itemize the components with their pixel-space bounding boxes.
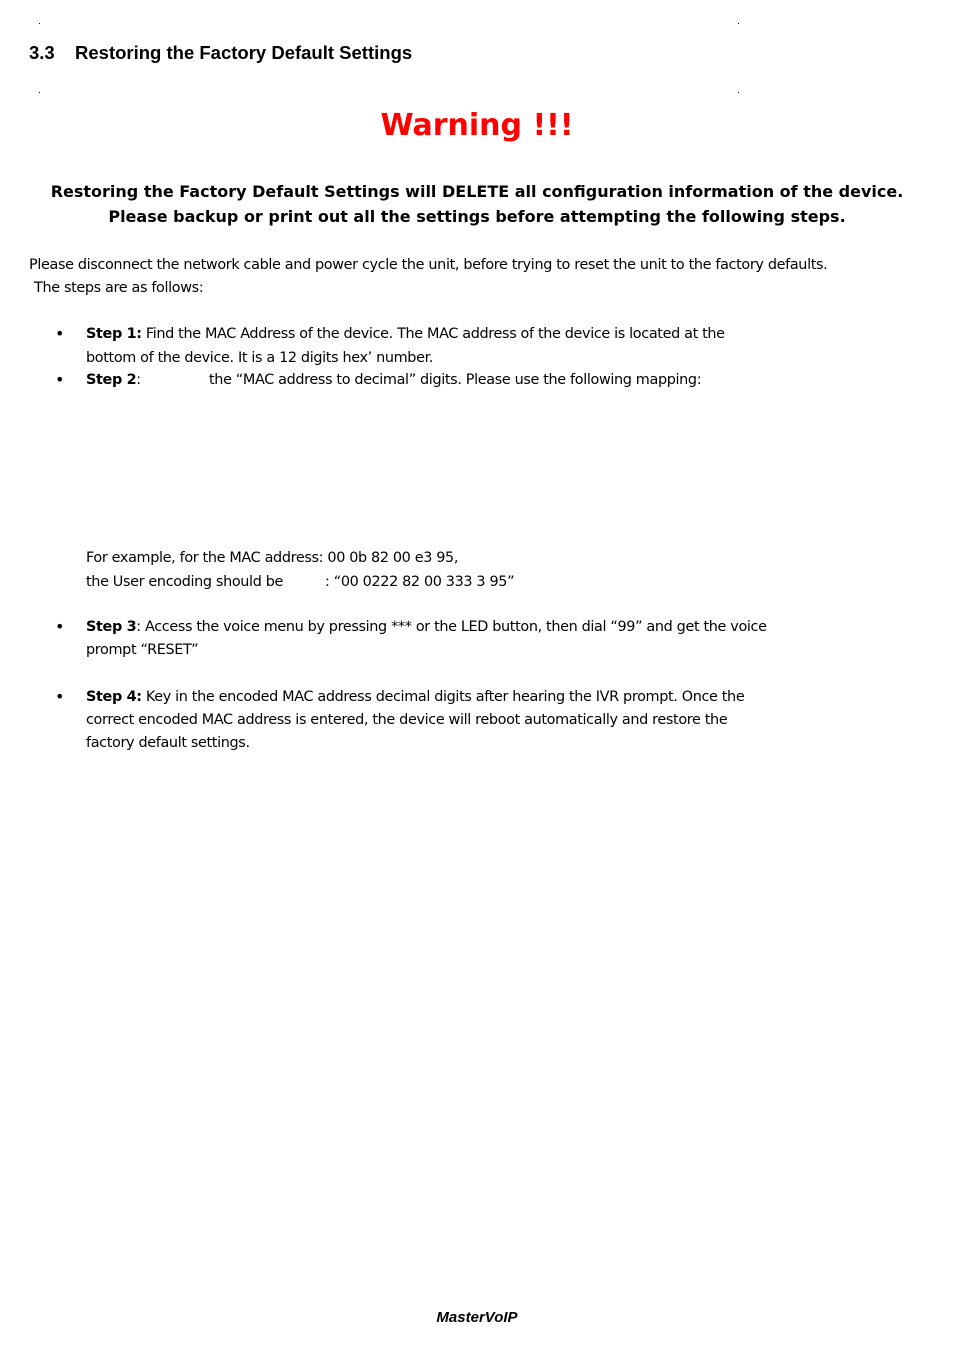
example-line-1: For example, for the MAC address: 00 0b 82 00 e3 95,: [86, 550, 459, 566]
bullet-icon: •: [55, 324, 65, 343]
step-4-line-1: [86, 689, 744, 705]
step-3-line-2: prompt “RESET”: [86, 642, 199, 658]
intro-line-2: The steps are as follows:: [34, 280, 204, 296]
bullet-icon: •: [55, 370, 65, 389]
bullet-icon: •: [55, 617, 65, 636]
bullet-icon: •: [55, 687, 65, 706]
step-2-colon: :: [136, 372, 141, 388]
step-2-line-1: [86, 372, 141, 388]
corner-mark-mid-right: [738, 92, 739, 93]
intro-line-1: Please disconnect the network cable and power cycle the unit, before trying to reset the unit to the factory defaults.: [29, 257, 828, 273]
step-1-text: Find the MAC Address of the device. The MAC address of the device is located at the: [141, 326, 725, 342]
step-3-text: : Access the voice menu by pressing *** or the LED button, then dial “99” and get the voice: [136, 619, 767, 635]
example-line-2-label: the User encoding should be: [86, 574, 284, 590]
step-1-line-1: [86, 326, 725, 342]
notice-line-1: Restoring the Factory Default Settings will DELETE all configuration information of the device.: [50, 182, 904, 201]
step-4-line-3: factory default settings.: [86, 735, 250, 751]
example-line-2-value: : “00 0222 82 00 333 3 95”: [325, 574, 515, 590]
step-4-text: Key in the encoded MAC address decimal digits after hearing the IVR prompt. Once the: [141, 689, 745, 705]
step-4-line-2: correct encoded MAC address is entered, the device will reboot automatically and restore the: [86, 712, 728, 728]
corner-mark-top-left: [39, 23, 40, 24]
corner-mark-top-right: [738, 23, 739, 24]
notice-line-2: Please backup or print out all the settings before attempting the following steps.: [108, 207, 846, 226]
warning-title: Warning !!!: [380, 108, 574, 143]
section-number: 3.3: [29, 42, 55, 63]
step-3-label: Step 3: [86, 619, 137, 635]
corner-mark-mid-left: [39, 92, 40, 93]
step-2-label: Step 2: [86, 372, 137, 388]
step-1-line-2: bottom of the device. It is a 12 digits hex’ number.: [86, 350, 434, 366]
step-2-text: the “MAC address to decimal” digits. Please use the following mapping:: [209, 372, 702, 388]
section-heading: [29, 42, 412, 64]
footer-brand: MasterVoIP: [436, 1309, 518, 1326]
section-title: Restoring the Factory Default Settings: [75, 42, 413, 63]
step-1-label: Step 1:: [86, 326, 142, 342]
step-3-line-1: [86, 619, 767, 635]
step-4-label: Step 4:: [86, 689, 142, 705]
